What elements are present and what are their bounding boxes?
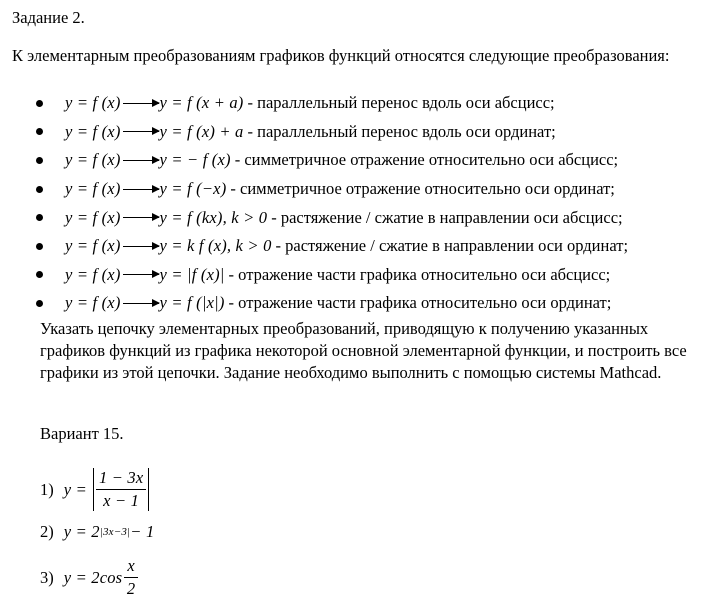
bullet-icon	[36, 214, 43, 221]
transformation-description: - растяжение / сжатие в направлении оси абсцисс;	[271, 207, 623, 227]
target-formula: y = f (x) + a	[159, 121, 244, 141]
transformation-description: - симметричное отражение относительно оси ординат;	[230, 179, 615, 199]
target-formula: y = f (kx), k > 0	[159, 207, 268, 227]
source-formula: y = f (x)	[65, 236, 121, 256]
bullet-icon	[36, 100, 43, 107]
answer-number: 3)	[40, 567, 54, 587]
answer-lhs: y = 2	[63, 522, 100, 541]
bullet-icon	[36, 243, 43, 250]
transformation-description: - параллельный перенос вдоль оси абсцисс;	[247, 93, 555, 113]
list-item	[10, 289, 725, 318]
arrow-right-icon	[123, 246, 159, 247]
task-heading: Задание 2.	[12, 8, 85, 27]
arrow-right-icon	[123, 217, 159, 218]
transformation-list	[10, 89, 725, 318]
source-formula: y = f (x)	[65, 207, 121, 227]
arrow-right-icon	[123, 103, 159, 104]
answer-number: 2)	[40, 522, 54, 541]
absolute-value	[93, 468, 149, 511]
answer-lhs: y = 2cos	[63, 567, 123, 587]
answer-3	[40, 556, 138, 599]
transformation-description: - отражение части графика относительно оси абсцисс;	[228, 264, 611, 284]
source-formula: y = f (x)	[65, 93, 121, 113]
exponent: |3x−3|	[99, 526, 131, 538]
arrow-right-icon	[123, 274, 159, 275]
bullet-icon	[36, 157, 43, 164]
answer-lhs: y =	[63, 479, 87, 499]
transformation-description: - отражение части графика относительно оси ординат;	[228, 293, 612, 313]
arrow-right-icon	[123, 189, 159, 190]
source-formula: y = f (x)	[65, 179, 121, 199]
list-item	[10, 175, 725, 204]
transformation-description: - растяжение / сжатие в направлении оси ординат;	[275, 236, 629, 256]
list-item	[10, 89, 725, 118]
target-formula: y = − f (x)	[159, 150, 231, 170]
target-formula: y = k f (x), k > 0	[159, 236, 272, 256]
task-paragraph: Указать цепочку элементарных преобразований, приводящую к получению указанных графиков функций из графика некоторой основной элементарной функции, и построить все графики из этой цепочки. Задание необходимо выполнить с помощью системы Mathcad.	[40, 319, 687, 382]
transformation-description: - параллельный перенос вдоль оси ординат;	[247, 121, 556, 141]
list-item	[10, 118, 725, 147]
arrow-right-icon	[123, 303, 159, 304]
source-formula: y = f (x)	[65, 293, 121, 313]
source-formula: y = f (x)	[65, 121, 121, 141]
source-formula: y = f (x)	[65, 264, 121, 284]
arrow-right-icon	[123, 160, 159, 161]
list-item	[10, 261, 725, 290]
numerator: 1 − 3x	[96, 468, 146, 490]
source-formula: y = f (x)	[65, 150, 121, 170]
intro-paragraph: К элементарным преобразованиям графиков функций относятся следующие преобразования:	[12, 46, 670, 65]
target-formula: y = f (−x)	[159, 179, 227, 199]
list-item	[10, 146, 725, 175]
fraction	[96, 468, 146, 511]
denominator: x − 1	[103, 491, 140, 510]
arrow-right-icon	[123, 131, 159, 132]
target-formula: y = f (|x|)	[159, 293, 225, 313]
list-item	[10, 203, 725, 232]
denominator: 2	[126, 579, 136, 598]
answer-number: 1)	[40, 479, 54, 499]
bullet-icon	[36, 186, 43, 193]
target-formula: y = |f (x)|	[159, 264, 225, 284]
bullet-icon	[36, 128, 43, 135]
list-item	[10, 232, 725, 261]
fraction	[124, 556, 138, 599]
target-formula: y = f (x + a)	[159, 93, 244, 113]
numerator: x	[124, 556, 138, 578]
answer-1	[40, 468, 149, 511]
transformation-description: - симметричное отражение относительно оси абсцисс;	[234, 150, 619, 170]
variant-label: Вариант 15.	[40, 424, 124, 443]
bullet-icon	[36, 300, 43, 307]
answer-2	[40, 522, 154, 542]
answer-tail: − 1	[130, 522, 155, 541]
bullet-icon	[36, 271, 43, 278]
